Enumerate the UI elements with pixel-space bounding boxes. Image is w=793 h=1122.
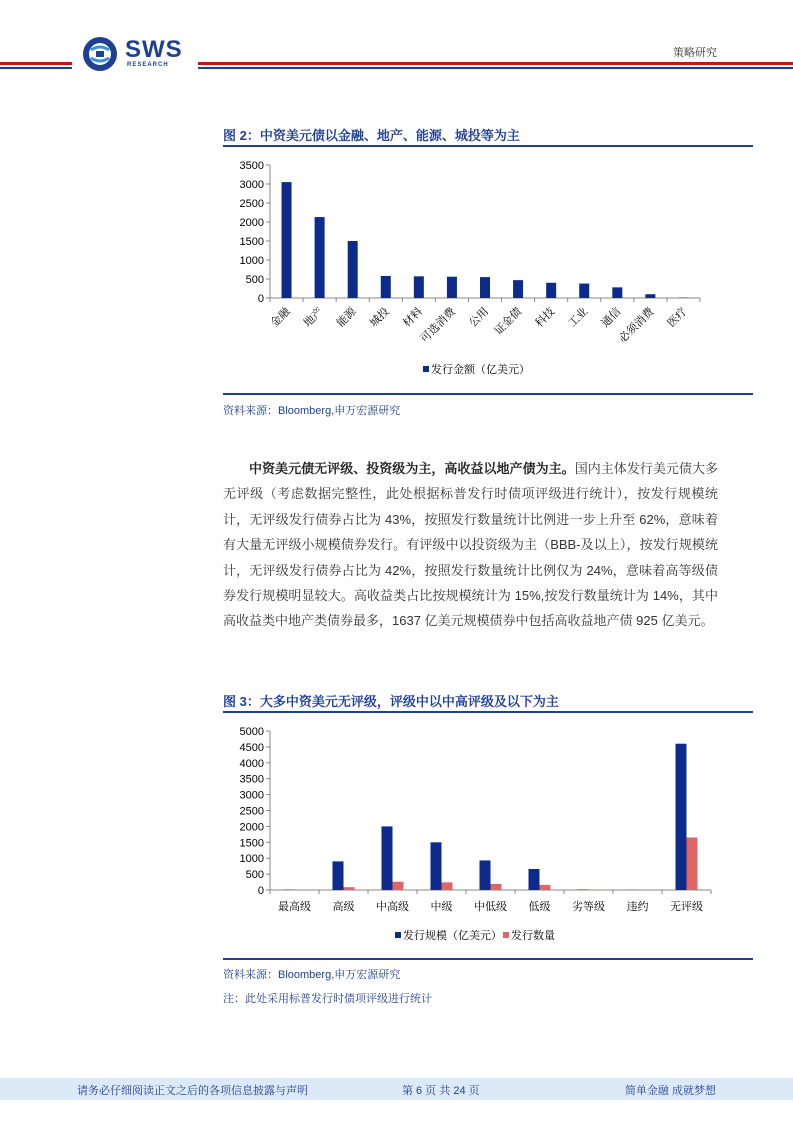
- y-tick-label: 2000: [239, 821, 264, 834]
- figure2-top-rule: [223, 145, 753, 147]
- section-label: 策略研究: [673, 47, 717, 59]
- x-tick-label: 必须消费: [616, 305, 657, 346]
- bar-primary: [431, 842, 442, 890]
- header-rule-blue-left: [0, 67, 72, 69]
- bar-secondary: [393, 882, 404, 890]
- header-rule-red-right: [198, 62, 793, 65]
- bar-primary: [315, 217, 325, 298]
- x-tick-label: 证金债: [492, 305, 525, 338]
- bar-primary: [645, 294, 655, 298]
- body-paragraph: [223, 456, 718, 634]
- figure2-bottom-rule: [223, 393, 753, 395]
- x-tick-label: 低级: [528, 901, 551, 913]
- bar-secondary: [491, 884, 502, 890]
- bar-primary: [546, 283, 556, 298]
- x-tick-label: 最高级: [278, 901, 311, 913]
- logo-subtitle: RESEARCH: [127, 62, 169, 68]
- x-tick-label: 中高级: [376, 901, 409, 913]
- paragraph-lead: 中资美元债无评级、投资级为主，高收益以地产债为主。: [249, 461, 575, 476]
- x-tick-label: 中级: [430, 901, 453, 913]
- figure3-top-rule: [223, 711, 753, 713]
- sws-logo-icon: [82, 36, 118, 72]
- x-tick-label: 通信: [599, 305, 624, 330]
- y-tick-label: 1500: [239, 236, 264, 248]
- figure2-source: 资料来源：Bloomberg,申万宏源研究: [223, 405, 401, 417]
- x-tick-label: 医疗: [665, 305, 690, 330]
- legend-label: 发行金额（亿美元）: [431, 364, 530, 376]
- bar-primary: [513, 280, 523, 298]
- bar-primary: [447, 277, 457, 298]
- y-tick-label: 0: [257, 885, 264, 897]
- figure3-source: 资料来源：Bloomberg,申万宏源研究: [223, 969, 401, 981]
- y-tick-label: 1500: [239, 837, 264, 850]
- figure3-note: 注：此处采用标普发行时债项评级进行统计: [223, 993, 432, 1005]
- y-tick-label: 3500: [239, 773, 264, 786]
- x-tick-label: 公用: [467, 305, 492, 330]
- y-tick-label: 0: [257, 293, 264, 305]
- logo-text: SWS: [125, 36, 183, 63]
- footer-page-number: 第 6 页 共 24 页: [402, 1085, 480, 1097]
- x-tick-label: 科技: [533, 305, 558, 330]
- bar-primary: [414, 276, 424, 298]
- x-tick-label: 材料: [400, 305, 425, 330]
- x-tick-label: 劣等级: [572, 901, 605, 913]
- figure3-title: 图 3：大多中资美元无评级，评级中以中高评级及以下为主: [223, 694, 559, 709]
- header-rule-red-left: [0, 62, 72, 65]
- y-tick-label: 5000: [239, 726, 264, 738]
- header-rule-blue-right: [198, 67, 793, 69]
- y-tick-label: 500: [245, 274, 264, 286]
- x-tick-label: 违约: [626, 901, 649, 913]
- legend-swatch: [395, 932, 401, 938]
- bar-secondary: [344, 887, 355, 890]
- footer-slogan: 简单金融 成就梦想: [624, 1085, 716, 1097]
- bar-primary: [480, 860, 491, 890]
- x-tick-label: 高级: [332, 901, 355, 913]
- x-tick-label: 无评级: [670, 901, 703, 913]
- bar-primary: [612, 287, 622, 298]
- bar-secondary: [442, 882, 453, 890]
- y-tick-label: 2000: [239, 217, 264, 229]
- y-tick-label: 3000: [239, 789, 264, 802]
- bar-primary: [676, 744, 687, 890]
- bar-primary: [282, 182, 292, 298]
- x-tick-label: 能源: [334, 305, 359, 330]
- y-tick-label: 1000: [239, 255, 264, 267]
- x-tick-label: 可选消费: [418, 305, 459, 346]
- legend-label: 发行数量: [511, 930, 555, 942]
- figure3-chart: [223, 718, 753, 958]
- figure2-chart: [223, 150, 753, 390]
- y-tick-label: 3500: [239, 160, 264, 172]
- x-tick-label: 工业: [566, 305, 591, 330]
- legend-label: 发行规模（亿美元）: [403, 930, 502, 942]
- bar-primary: [480, 277, 490, 298]
- bar-primary: [382, 826, 393, 890]
- bar-primary: [333, 861, 344, 890]
- legend-swatch: [503, 932, 509, 938]
- bar-primary: [348, 241, 358, 298]
- y-tick-label: 4000: [239, 757, 264, 770]
- bar-secondary: [540, 885, 551, 890]
- bar-primary: [579, 284, 589, 298]
- y-tick-label: 2500: [239, 805, 264, 818]
- figure2-title: 图 2：中资美元债以金融、地产、能源、城投等为主: [223, 128, 520, 143]
- bar-primary: [381, 276, 391, 298]
- y-tick-label: 1000: [239, 853, 264, 866]
- paragraph-body: 国内主体发行美元债大多无评级（考虑数据完整性，此处根据标普发行时债项评级进行统计），按发行规模统计，无评级发行债券占比为 43%，按照发行数量统计比例进一步上升至 62%，意味着有大量无评级小规模债券发行。有评级中以投资级为主（BBB-及以上），按发行规模统计，无评级发行债券占比为 42%，按照发行数量统计比例仅为 24%，意味着高等级债券发行规模明显较大。高收益类占比按规模统计为 15%,按发行数量统计为 14%，其中高收益类中地产类债券最多，1637 亿美元规模债券中包括高收益地产债 925 亿美元。: [223, 461, 718, 629]
- x-tick-label: 中低级: [474, 901, 507, 913]
- y-tick-label: 500: [245, 869, 264, 882]
- y-tick-label: 4500: [239, 741, 264, 754]
- y-tick-label: 2500: [239, 198, 264, 210]
- figure3-bottom-rule: [223, 958, 753, 960]
- y-tick-label: 3000: [239, 179, 264, 191]
- x-tick-label: 地产: [301, 305, 326, 330]
- legend-swatch: [423, 366, 429, 372]
- x-tick-label: 金融: [268, 305, 293, 330]
- x-tick-label: 城投: [367, 305, 392, 330]
- footer-disclaimer: 请务必仔细阅读正文之后的各项信息披露与声明: [77, 1085, 308, 1097]
- bar-secondary: [687, 838, 698, 890]
- bar-primary: [529, 869, 540, 890]
